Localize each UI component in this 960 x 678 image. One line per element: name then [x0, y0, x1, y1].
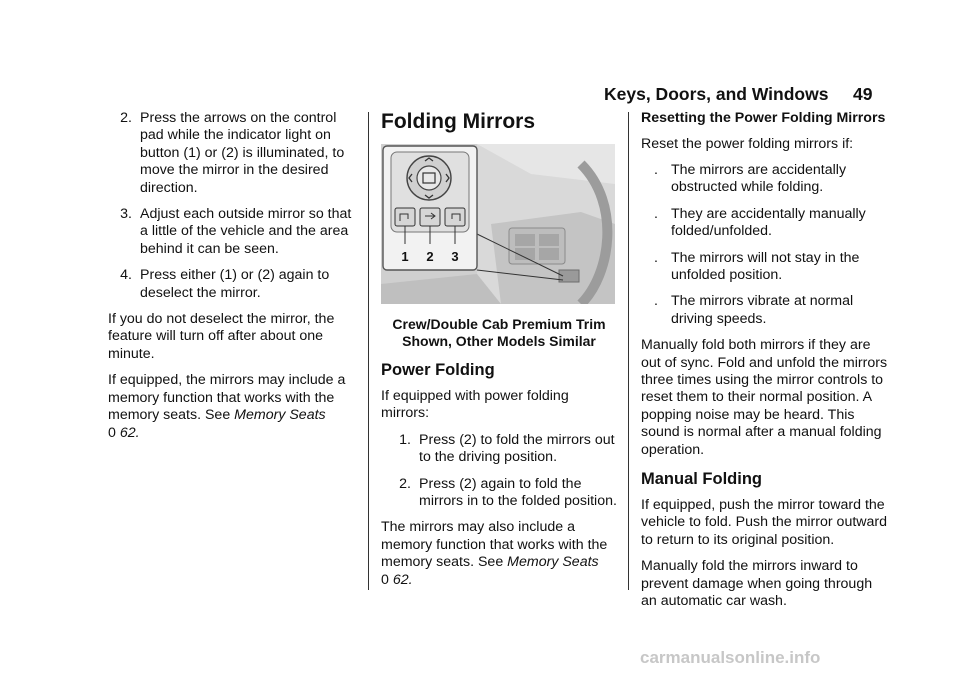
paragraph: If equipped, push the mirror toward the vehicle to fold. Push the mirror outward to return to its original position. — [641, 497, 888, 548]
subheading-power-folding: Power Folding — [381, 361, 495, 379]
step-number: 4. — [120, 267, 132, 284]
arrow-icon: 0 — [108, 424, 116, 441]
paragraph: If you do not deselect the mirror, the feature will turn off after about one minute. — [108, 311, 335, 362]
subheading-resetting: Resetting the Power Folding Mirrors — [641, 110, 886, 126]
step-item — [381, 432, 617, 467]
paragraph: Manually fold the mirrors inward to prevent damage when going through an automatic car wash. — [641, 558, 873, 610]
list-item: . The mirrors vibrate at normal driving speeds. — [641, 293, 889, 328]
list-item: . The mirrors will not stay in the unfolded position. — [641, 250, 889, 285]
step-item — [108, 206, 358, 258]
column-1 — [108, 110, 358, 451]
bullet-icon: . — [654, 205, 658, 222]
page-reference[interactable]: 62. — [119, 424, 140, 441]
step-number: 3. — [120, 206, 132, 223]
paragraph: Manually fold both mirrors if they are out of sync. Fold and unfold the mirrors three times using the mirror controls to reset them to their normal position. A popping noise may be heard. This sound is normal after a manual folding operation. — [641, 337, 888, 458]
callout-label-2: 2 — [426, 249, 434, 264]
paragraph-memory: If equipped, the mirrors may include a memory function that works with the memory seats. See Memory Seats 0 62. — [108, 372, 346, 441]
column-3 — [641, 110, 889, 619]
callout-label-3: 3 — [451, 249, 459, 264]
page-reference[interactable]: 62. — [392, 571, 413, 588]
bullet-icon: . — [654, 249, 658, 266]
section-title: Keys, Doors, and Windows — [604, 84, 829, 104]
mirror-controls-illustration — [381, 144, 615, 304]
bullet-icon: . — [654, 293, 658, 310]
step-text: Press (2) to fold the mirrors out to the driving position. — [419, 431, 615, 466]
paragraph: If equipped with power folding mirrors: — [381, 388, 569, 422]
cross-reference-link[interactable]: Memory Seats — [507, 554, 599, 571]
column-divider — [368, 112, 369, 590]
page-number: 49 — [853, 84, 873, 104]
figure-caption: Crew/Double Cab Premium Trim Shown, Other Models Similar — [392, 316, 606, 349]
list-item: . The mirrors are accidentally obstructed while folding. — [641, 162, 889, 197]
paragraph: Reset the power folding mirrors if: — [641, 135, 854, 152]
callout-label-1: 1 — [401, 249, 409, 264]
section-heading: Folding Mirrors — [381, 110, 535, 133]
list-item: . They are accidentally manually folded/unfolded. — [641, 206, 889, 241]
step-item — [108, 267, 358, 302]
paragraph-memory: The mirrors may also include a memory function that works with the memory seats. See Memory Seats 0 62. — [381, 519, 608, 588]
step-text: Press the arrows on the control pad while the indicator light on button (1) or (2) is illuminated, to move the mirror in the desired direction. — [140, 110, 345, 196]
column-2 — [381, 110, 617, 598]
bullet-icon: . — [654, 161, 658, 178]
step-number: 2. — [120, 110, 132, 126]
step-number: 2. — [399, 475, 411, 492]
step-text: Adjust each outside mirror so that a little of the vehicle and the area behind it can be seen. — [140, 206, 352, 257]
step-text: Press either (1) or (2) again to deselect the mirror. — [140, 267, 330, 301]
step-text: Press (2) again to fold the mirrors in to the folded position. — [419, 475, 617, 510]
step-item — [108, 110, 358, 197]
column-divider — [628, 112, 629, 590]
step-number: 1. — [399, 431, 411, 448]
cross-reference-link[interactable]: Memory Seats — [234, 407, 326, 424]
watermark: carmanualsonline.info — [640, 648, 821, 667]
step-item — [381, 476, 617, 511]
arrow-icon: 0 — [381, 571, 389, 588]
subheading-manual-folding: Manual Folding — [641, 470, 762, 488]
mirror-controls-figure — [381, 144, 615, 304]
